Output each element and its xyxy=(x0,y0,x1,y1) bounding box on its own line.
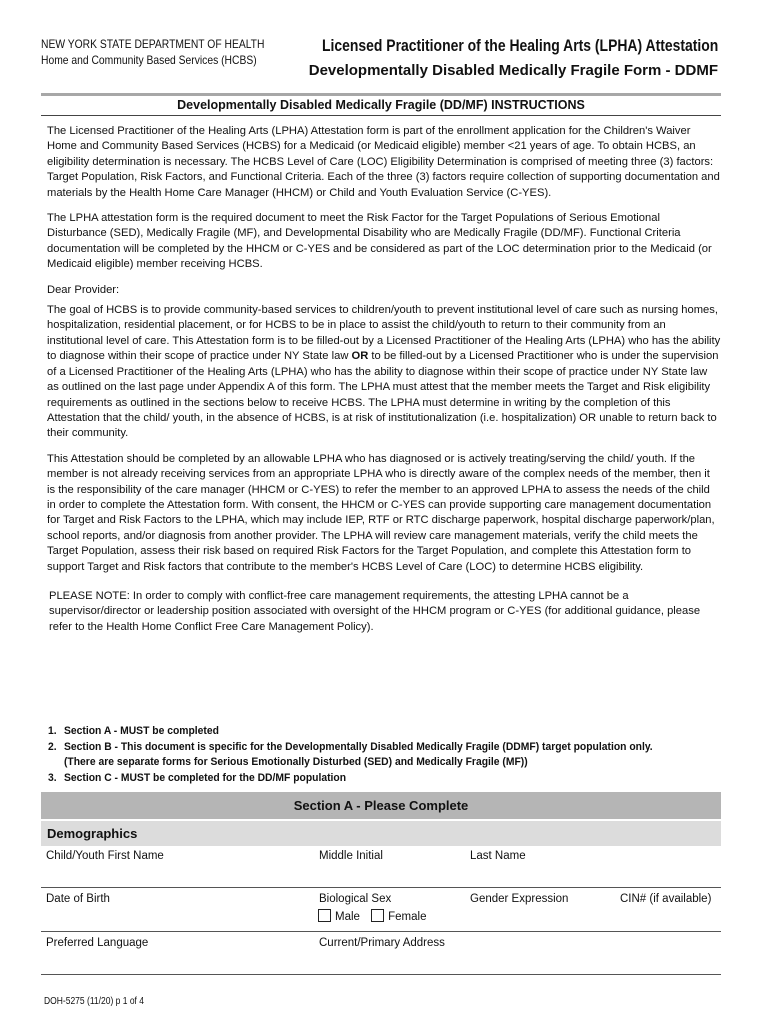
address-field[interactable]: Current/Primary Address xyxy=(319,937,445,949)
instructions-para-1: The Licensed Practitioner of the Healing Arts (LPHA) Attestation form is part of the enrollment application for the Children's Waiver Home and Community Based Services (HCBS) for a Medicaid (or Medicaid eligible) member <21 years of age. To obtain HCBS, an eligibility determination is necessary. The HCBS Level of Care (LOC) Eligibility Determination is comprised of meeting three (3) factors: Target Population, Risk Factors, and Functional Criteria. Each of the three (3) factors require collection of supporting documentation and materials by the Health Home Care Manager (HHCM) or Child and Youth Evaluation Service (C-YES). xyxy=(47,125,720,199)
instructions-para-4: This Attestation should be completed by an allowable LPHA who has diagnosed or is actively treating/serving the child/ youth. If the member is not already receiving services from an appropriate LPHA who is directly aware of the complex needs of the member, then it is the responsibility of the care manager (HHCM or C-YES) to refer the member to an approved LPHA to assess the needs of the child in order to complete the Attestation form. With consent, the HHCM or C-YES can provide supporting care management documentation for Target and Risk Factors to the LPHA, which may include IEP, RTF or RTC discharge paperwork, hospital discharge paperwork/plan, school reports, and/or diagnosis from another provider. The LPHA will review care management materials, verify the child meets the Target Population, assess their risk based on required Risk Factors for the Target Population, and complete this Attestation form to support Target and Risk factors that contribute to the member's HCBS Level of Care (LOC) to determine HCBS eligibility. xyxy=(47,452,715,573)
dob-field[interactable]: Date of Birth xyxy=(46,893,110,905)
section-a-heading: Section A - Please Complete xyxy=(41,792,721,819)
middle-initial-field[interactable]: Middle Initial xyxy=(319,850,383,862)
instructions-body xyxy=(47,124,721,635)
agency-block xyxy=(41,36,264,68)
header-rule xyxy=(41,93,721,96)
list-item: 1. Section A - MUST be completed xyxy=(48,725,219,737)
cin-field[interactable]: CIN# (if available) xyxy=(620,893,712,905)
language-field[interactable]: Preferred Language xyxy=(46,937,149,949)
male-label: Male xyxy=(335,911,360,923)
form-number-footer: DOH-5275 (11/20) p 1 of 4 xyxy=(44,996,145,1007)
bio-sex-label: Biological Sex xyxy=(319,893,392,905)
instructions-para-3: The goal of HCBS is to provide community-based services to children/youth to prevent institutional level of care such as nursing homes, hospitalization, residential placement, or for HCBS to be in place to assist the child/youth to return to their community from an institutional level of care. This Attestation form is to be filled-out by a Licensed Practitioner of the Healing Arts (LPHA) who has the ability to diagnose within their scope of practice under NY State law OR to be filled-out by a Licensed Practitioner who is under the supervision of a Licensed Practitioner of the Healing Arts (LPHA) who has the ability to diagnose within their scope of practice under NY State law as outlined on the last page under Appendix A of this form. The LPHA must attest that the member meets the Target and Risk eligibility requirements as outlined in the sections below to receive HCBS. The LPHA must determine in writing by the completion of this Attestation that the child/ youth, in the absence of HCBS, is at risk of institutionalization (i.e. hospitalization) OR unable to return back to their community. xyxy=(47,304,721,440)
list-item: 2. Section B - This document is specific for the Developmentally Disabled Medically Fragile (DDMF) target population only. (There are separate forms for Serious Emotionally Disturbed (SED) and Medically Fragile (MF)) xyxy=(48,740,653,768)
form-subtitle: Developmentally Disabled Medically Fragile Form - DDMF xyxy=(308,62,718,79)
salutation: Dear Provider: xyxy=(47,283,120,296)
last-name-field[interactable]: Last Name xyxy=(470,850,526,862)
agency-name: NEW YORK STATE DEPARTMENT OF HEALTH xyxy=(41,37,265,51)
agency-program: Home and Community Based Services (HCBS) xyxy=(41,53,257,67)
female-checkbox[interactable] xyxy=(371,909,384,922)
or-emphasis: OR xyxy=(351,350,369,363)
instructions-divider xyxy=(41,115,721,116)
male-checkbox[interactable] xyxy=(318,909,331,922)
sections-list xyxy=(48,724,683,786)
please-note: PLEASE NOTE: In order to comply with conflict-free care management requirements, the attesting LPHA cannot be a supervisor/director or leadership position associated with oversight of the HHCM program or C-YES (for additional guidance, please refer to the Health Home Conflict Free Care Management Policy). xyxy=(49,589,701,633)
instructions-para-2: The LPHA attestation form is the required document to meet the Risk Factor for the Target Populations of Serious Emotional Disturbance (SED), Medically Fragile (MF), and Developmental Disability who are Medically Fragile (DD/MF). Functional Criteria documentation will be completed by the HHCM or C-YES and be considered as part of the LOC determination prior to the Medicaid (or Medicaid eligible) member receiving HCBS. xyxy=(47,212,712,271)
form-title: Licensed Practitioner of the Healing Arts (LPHA) Attestation xyxy=(321,36,718,55)
instructions-heading: Developmentally Disabled Medically Fragile (DD/MF) INSTRUCTIONS xyxy=(177,98,585,112)
gender-expression-field[interactable]: Gender Expression xyxy=(470,893,569,905)
first-name-field[interactable]: Child/Youth First Name xyxy=(46,850,164,862)
row-divider xyxy=(41,887,721,888)
female-label: Female xyxy=(388,911,427,923)
list-item: 3. Section C - MUST be completed for the DD/MF population xyxy=(48,771,347,784)
sex-options xyxy=(318,909,427,923)
demographics-heading: Demographics xyxy=(41,821,721,846)
row-divider xyxy=(41,931,721,932)
row-divider xyxy=(41,974,721,975)
